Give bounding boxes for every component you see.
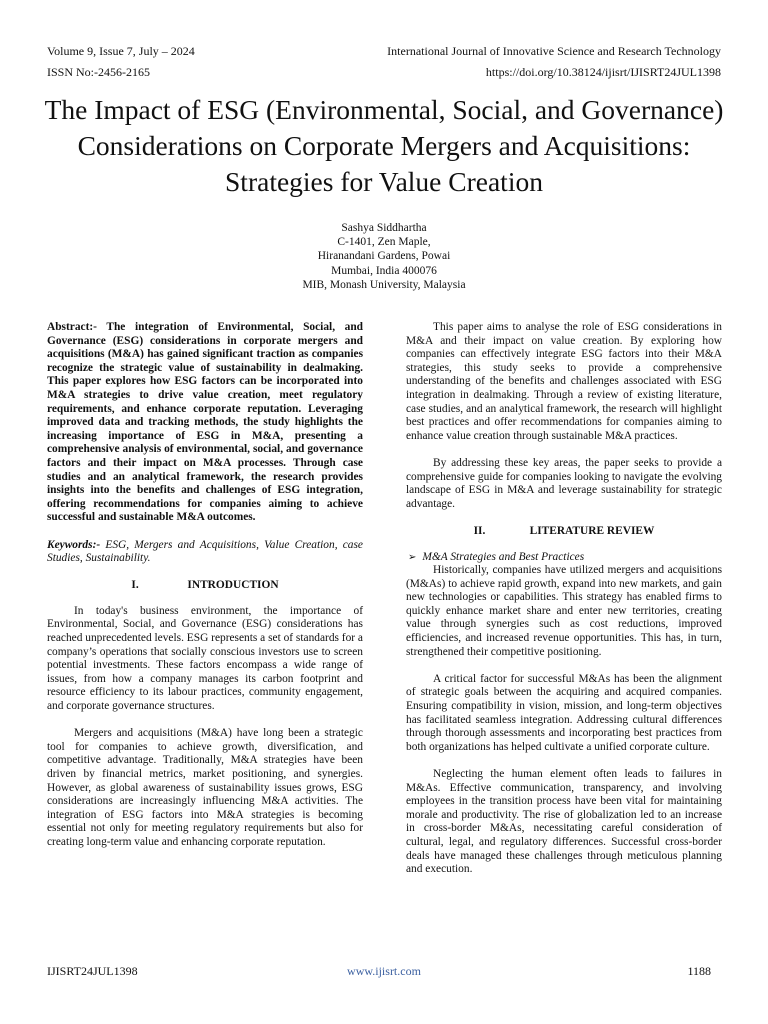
keywords bbox=[47, 539, 363, 566]
section-number: I. bbox=[131, 579, 139, 592]
paragraph: In today's business environment, the importance of Environmental, Social, and Governance (ESG) considerations has reached unprecedented levels. ESG represents a set of standards for a company’s operations that socially conscious investors use to screen potential investments. These factors encompass a wide range of issues, from how a company manages its carbon footprint and resource efficiency to its labour practices, community engagement, and corporate governance structures. bbox=[47, 604, 363, 713]
author-address-line: Mumbai, India 400076 bbox=[331, 264, 437, 277]
section-heading-literature-review bbox=[406, 525, 722, 539]
footer-website-link[interactable]: www.ijisrt.com bbox=[347, 964, 421, 978]
paragraph: Neglecting the human element often leads to failures in M&As. Effective communication, transparency, and involving employees in the transition process have been vital for maintaining morale and productivity. The rise of globalization led to an increase in cross-border M&As, necessitating careful consideration of cultural, legal, and regulatory differences. Successful cross-border deals have managed these challenges through meticulous planning and execution. bbox=[406, 768, 722, 876]
paper-title: The Impact of ESG (Environmental, Social, and Governance) Considerations on Corporate Mergers and Acquisitions: Strategies for Value Creation bbox=[44, 94, 724, 197]
subsection-heading bbox=[406, 551, 722, 565]
author-affiliation: MIB, Monash University, Malaysia bbox=[302, 278, 466, 291]
left-column bbox=[47, 321, 363, 850]
abstract bbox=[47, 321, 363, 525]
doi-link[interactable]: https://doi.org/10.38124/ijisrt/IJISRT24JUL1398 bbox=[485, 65, 721, 79]
keywords-text: ESG, Mergers and Acquisitions, Value Creation, case Studies, Sustainability. bbox=[47, 538, 363, 565]
paragraph: A critical factor for successful M&As has been the alignment of strategic goals between the acquiring and acquired companies. Ensuring compatibility in vision, mission, and long-term objectives has facilitated seamless integration. Addressing cultural differences through thorough assessments and incorporating best practices from both organizations has helped cultivate a unified corporate culture. bbox=[406, 672, 722, 753]
section-heading-introduction bbox=[47, 579, 363, 593]
footer-paper-id: IJISRT24JUL1398 bbox=[47, 964, 138, 978]
journal-name: International Journal of Innovative Science and Research Technology bbox=[387, 44, 721, 58]
journal-volume: Volume 9, Issue 7, July – 2024 bbox=[47, 44, 195, 58]
right-column bbox=[406, 321, 722, 877]
paragraph: Historically, companies have utilized mergers and acquisitions (M&As) to achieve rapid growth, expand into new markets, and gain new technologies or capabilities. This strategy has enabled firms to quickly enhance market share and enter new territories, creating value through synergies such as cost reductions, improved efficiencies, and increased revenue opportunities. This has, in turn, strengthened their competitive positioning. bbox=[406, 564, 722, 658]
paragraph: By addressing these key areas, the paper seeks to provide a comprehensive guide for companies looking to navigate the evolving landscape of ESG in M&A and leverage sustainability for strategic advantage. bbox=[406, 456, 722, 510]
section-title: LITERATURE REVIEW bbox=[529, 524, 655, 537]
section-title: INTRODUCTION bbox=[187, 579, 279, 592]
section-number: II. bbox=[473, 524, 486, 537]
author-address-line: Hiranandani Gardens, Powai bbox=[317, 250, 451, 263]
arrow-bullet-icon: ➢ bbox=[408, 551, 417, 563]
paragraph: This paper aims to analyse the role of ESG considerations in M&A and their impact on value creation. By exploring how companies can effectively integrate ESG factors into their M&A strategies, this study seeks to provide a comprehensive understanding of the benefits and challenges associated with ESG integration in dealmaking. Through a review of existing literature, case studies, and an analytical framework, the research will highlight best practices and offer recommendations for companies aiming to enhance value creation through sustainable M&A practices. bbox=[406, 321, 722, 442]
subsection-title: M&A Strategies and Best Practices bbox=[422, 550, 585, 563]
paragraph: Mergers and acquisitions (M&A) have long been a strategic tool for companies to achieve growth, diversification, and competitive advantage. Traditionally, M&A strategies have been driven by financial metrics, market positioning, and synergies. However, as global awareness of sustainability issues grows, ESG considerations are increasingly influencing M&A activities. The integration of ESG factors into M&A strategies is becoming essential not only for meeting regulatory requirements but also for creating long-term value and enhancing corporate reputation. bbox=[47, 727, 363, 848]
keywords-label: Keywords:- bbox=[47, 538, 101, 551]
page-number: 1188 bbox=[687, 964, 711, 978]
author-address-line: C-1401, Zen Maple, bbox=[337, 236, 431, 249]
abstract-text: The integration of Environmental, Social, and Governance (ESG) considerations in corporate mergers and acquisitions (M&A) has gained significant traction as companies recognize the strategic value of sustainability in dealmaking. This paper explores how ESG factors can be incorporated into M&A strategies to drive value creation, meet regulatory requirements, and enhance corporate reputation. Leveraging improved data and tracking methods, the study highlights the increasing importance of ESG in M&A, presenting a comprehensive analysis of environmental, social, and governance factors and their impact on M&A processes. Through case studies and an analytical framework, the research provides insights into the benefits and challenges of ESG integration, offering recommendations for companies aiming to achieve successful and sustainable M&A outcomes. bbox=[47, 321, 363, 524]
author-name: Sashya Siddhartha bbox=[341, 222, 427, 234]
author-block bbox=[0, 221, 768, 292]
journal-issn: ISSN No:-2456-2165 bbox=[47, 65, 151, 79]
abstract-label: Abstract:- bbox=[47, 321, 97, 333]
